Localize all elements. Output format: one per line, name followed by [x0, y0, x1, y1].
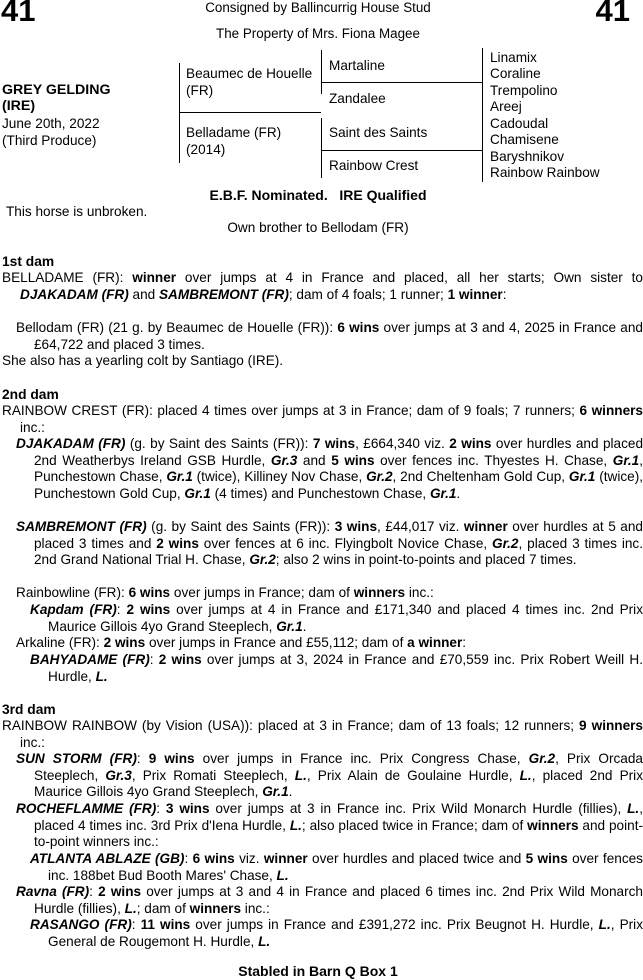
ravna-foal-rasango: RASANGO (FR): 11 wins over jumps in France and £391,272 inc. Prix Beugnot H. Hurdle, L., Prix General de Rougemont H. Hurdle, L.: [30, 917, 643, 949]
pedigree-gen3-2: Coraline: [490, 66, 541, 81]
third-dam-foal-rocheflamme: ROCHEFLAMME (FR): 3 wins over jumps at 3 in France inc. Prix Wild Monarch Hurdle (fillies), L., placed 4 times inc. 3rd Prix d'Iena Hurdle, L.; also placed twice in France; dam of winners and point-to-point winners inc.:: [16, 801, 643, 850]
produce-note: (Third Produce): [2, 133, 97, 148]
second-dam-foal-arkaline: Arkaline (FR): 2 wins over jumps in France and £55,112; dam of a winner:: [16, 635, 467, 650]
second-dam-foal-rainbowline: Rainbowline (FR): 6 wins over jumps in France; dam of winners inc.:: [16, 585, 434, 600]
pedigree-divider-2b: [321, 150, 482, 151]
lot-number-right: 41: [595, 0, 630, 28]
pedigree-divider-1: [179, 112, 321, 113]
own-brother-note: Own brother to Bellodam (FR): [227, 220, 409, 235]
pedigree-gen3-5: Cadoudal: [490, 116, 549, 131]
pedigree-bracket-1: [179, 63, 180, 163]
owner-line: The Property of Mrs. Fiona Magee: [216, 26, 420, 41]
pedigree-sire-dam: Zandalee: [329, 91, 386, 106]
pedigree-gen3-3: Trempolino: [490, 83, 558, 98]
first-dam-yearling-note: She also has a yearling colt by Santiago (IRE).: [2, 353, 284, 368]
pedigree-bracket-2b: [321, 118, 322, 178]
pedigree-gen3-1: Linamix: [490, 50, 537, 65]
pedigree-dam: Belladame (FR) (2014): [186, 125, 282, 157]
second-dam-heading: 2nd dam: [2, 387, 59, 402]
pedigree-gen3-4: Areej: [490, 99, 522, 114]
second-dam-foal-sambremont: SAMBREMONT (FR) (g. by Saint des Saints (FR)): 3 wins, £44,017 viz. winner over hurdles at 5 and placed 3 times and 2 wins over fences at 6 inc. Flyingbolt Novice Chase, Gr.2, placed 3 times inc. 2nd Grand National Trial H. Chase, Gr.2; also 2 wins in point-to-points and placed 7 times.: [16, 519, 643, 568]
lot-number-left: 41: [1, 0, 36, 28]
second-dam-entry: RAINBOW CREST (FR): placed 4 times over jumps at 3 in France; dam of 9 foals; 7 runners; 6 winners inc.:: [2, 403, 643, 435]
third-dam-entry: RAINBOW RAINBOW (by Vision (USA)): placed at 3 in France; dam of 13 foals; 12 runners; 9 winners inc.:: [2, 718, 643, 750]
third-dam-heading: 3rd dam: [2, 702, 56, 717]
pedigree-gen3-7: Baryshnikov: [490, 149, 565, 164]
pedigree-divider-2a: [321, 82, 482, 83]
pedigree-bracket-3: [482, 48, 483, 182]
nominations: E.B.F. Nominated. IRE Qualified: [209, 187, 427, 203]
pedigree-bracket-2a: [321, 50, 322, 94]
pedigree-dam-dam: Rainbow Crest: [329, 158, 419, 173]
consignor-line: Consigned by Ballincurrig House Stud: [205, 0, 431, 15]
pedigree-sire-sire: Martaline: [329, 58, 385, 73]
pedigree-gen3-6: Chamisene: [490, 132, 559, 147]
foaling-date: June 20th, 2022: [2, 116, 100, 131]
unbroken-note: This horse is unbroken.: [6, 204, 148, 219]
pedigree-sire: Beaumec de Houelle (FR): [186, 66, 313, 98]
third-dam-foal-sun-storm: SUN STORM (FR): 9 wins over jumps in France inc. Prix Congress Chase, Gr.2, Prix Orcada Steeplech, Gr.3, Prix Romati Steeplech, L., Prix Alain de Goulaine Hurdle, L., placed 2nd Prix Maurice Gillois 4yo Grand Steeplech, Gr.1.: [16, 751, 643, 800]
pedigree-dam-sire: Saint des Saints: [329, 125, 428, 140]
second-dam-foal-djakadam: DJAKADAM (FR) (g. by Saint des Saints (FR)): 7 wins, £664,340 viz. 2 wins over hurdles and placed 2nd Weatherbys Ireland GSB Hurdle, Gr.3 and 5 wins over fences inc. Thyestes H. Chase, Gr.1, Punchestown Chase, Gr.1 (twice), Killiney Nov Chase, Gr.2, 2nd Cheltenham Gold Cup, Gr.1 (twice), Punchestown Gold Cup, Gr.1 (4 times) and Punchestown Chase, Gr.1.: [16, 436, 643, 501]
pedigree-gen3-8: Rainbow Rainbow: [490, 165, 600, 180]
horse-description: GREY GELDING (IRE): [2, 82, 111, 114]
first-dam-entry: BELLADAME (FR): winner over jumps at 4 in France and placed, all her starts; Own sister to DJAKADAM (FR) and SAMBREMONT (FR); dam of 4 foals; 1 runner; 1 winner:: [2, 270, 643, 302]
third-dam-foal-ravna: Ravna (FR): 2 wins over jumps at 3 and 4 in France and placed 6 times inc. 2nd Prix Wild Monarch Hurdle (fillies), L.; dam of winners inc.:: [16, 884, 643, 916]
rainbowline-foal-kapdam: Kapdam (FR): 2 wins over jumps at 4 in France and £171,340 and placed 4 times inc. 2nd Prix Maurice Gillois 4yo Grand Steeplech, Gr.1.: [30, 602, 643, 634]
first-dam-foal-bellodam: Bellodam (FR) (21 g. by Beaumec de Houelle (FR)): 6 wins over jumps at 3 and 4, 2025 in France and £64,722 and placed 3 times.: [16, 320, 643, 352]
first-dam-heading: 1st dam: [2, 254, 55, 269]
arkaline-foal-bahyadame: BAHYADAME (FR): 2 wins over jumps at 3, 2024 in France and £70,559 inc. Prix Robert Weill H. Hurdle, L.: [30, 652, 643, 684]
rocheflamme-foal-atlanta-ablaze: ATLANTA ABLAZE (GB): 6 wins viz. winner over hurdles and placed twice and 5 wins over fences inc. 188bet Bud Booth Mares' Chase, L.: [30, 851, 643, 883]
stabled-location: Stabled in Barn Q Box 1: [238, 963, 398, 979]
